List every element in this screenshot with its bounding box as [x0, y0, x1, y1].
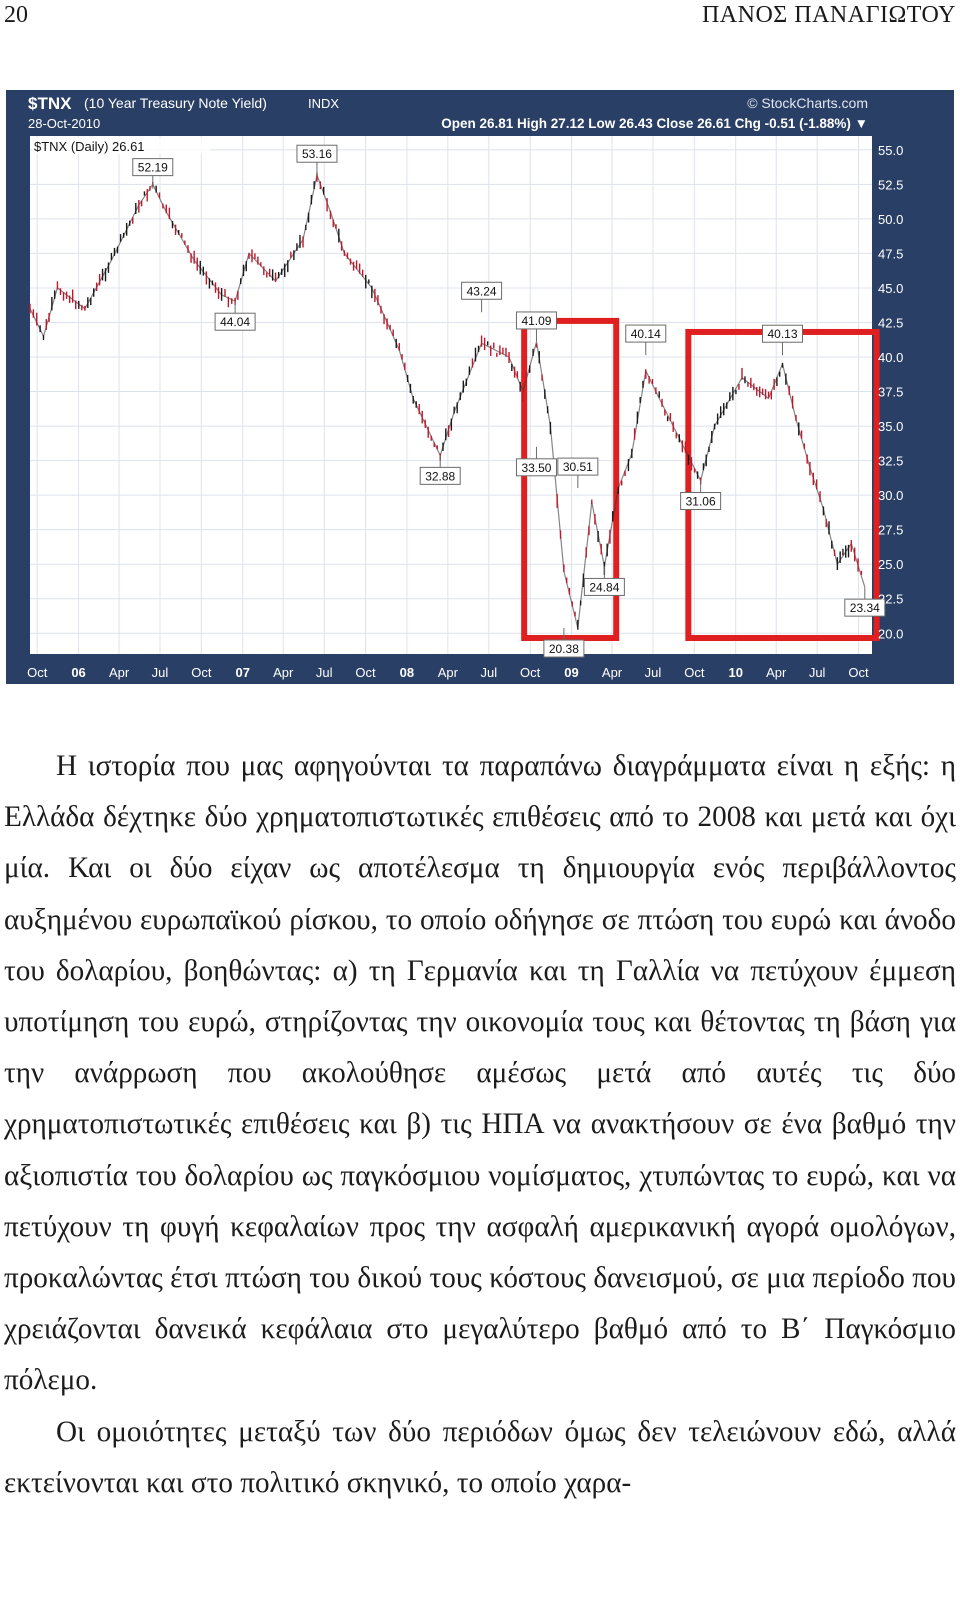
- x-tick-label: Apr: [273, 665, 294, 680]
- annotation-label: 23.34: [849, 601, 880, 616]
- running-head-author: ΠΑΝΟΣ ΠΑΝΑΓΙΩΤΟΥ: [701, 2, 956, 28]
- y-tick-label: 27.5: [878, 522, 904, 538]
- x-tick-label: Oct: [684, 665, 705, 680]
- y-tick-label: 50.0: [878, 211, 904, 227]
- chart-date: 28-Oct-2010: [28, 116, 101, 131]
- y-tick-label: 55.0: [878, 142, 904, 158]
- paragraph-1: Η ιστορία που μας αφηγούνται τα παραπάνω διαγράμματα είναι η εξής: η Ελλάδα δέχτηκε δύο χρηματοπιστωτικές επιθέσεις από το 2008 και μετά και όχι μία. Και οι δύο είχαν ως αποτέλεσμα τη δημιουργία ενός περιβάλλοντος αυξημένου ευρωπαϊκού ρίσκου, το οποίο οδήγησε σε πτώση του ευρώ και άνοδο του δολαρίου, βοηθώντας: α) τη Γερμανία και τη Γαλλία να πετύχουν έμμεση υποτίμηση του ευρώ, στηρίζοντας την οικονομία τους και θέτοντας τη βάση για την ανάρρωση που ακολούθησε αμέσως μετά από αυτές τις δύο χρηματοπιστωτικές επιθέσεις και β) τις ΗΠΑ να ανακτήσουν σε ένα βαθμό την αξιοπιστία του δολαρίου ως παγκόσμιου νομίσματος, χτυπώντας το ευρώ, και να πετύχουν τη φυγή κεφαλαίων προς την ασφαλή αμερικανική αγορά ομολόγων, προκαλώντας έτσι πτώση του δικού τους κόστους δανεισμού, σε μια περίοδο που χρειάζονται δανεικά κεφάλαια στο μεγαλύτερο βαθμό από το Β΄ Παγκόσμιο πόλεμο.: [4, 750, 956, 1397]
- chart-ohlc: Open 26.81 High 27.12 Low 26.43 Close 26.61 Chg -0.51 (-1.88%) ▼: [441, 116, 868, 131]
- stock-chart: [6, 90, 954, 684]
- y-tick-label: 32.5: [878, 453, 904, 469]
- y-tick-label: 52.5: [878, 177, 904, 193]
- x-tick-label: Jul: [644, 665, 662, 680]
- x-tick-label: Jul: [315, 665, 333, 680]
- x-tick-label: Jul: [151, 665, 169, 680]
- x-tick-label: 10: [728, 665, 743, 680]
- y-tick-label: 22.5: [878, 591, 904, 607]
- y-tick-label: 47.5: [878, 246, 904, 262]
- x-tick-label: Oct: [191, 665, 212, 680]
- chart-series-name: (10 Year Treasury Note Yield): [84, 95, 267, 111]
- y-tick-label: 40.0: [878, 350, 904, 366]
- x-tick-label: 06: [71, 665, 86, 680]
- annotation-label: 52.19: [137, 160, 168, 175]
- annotation-label: 44.04: [220, 315, 251, 330]
- chart-svg: [6, 90, 954, 684]
- annotation-label: 30.51: [562, 460, 593, 475]
- x-tick-label: 08: [399, 665, 415, 680]
- x-tick-label: Apr: [437, 665, 458, 680]
- y-axis: [878, 143, 903, 641]
- page-header: [0, 0, 960, 40]
- x-tick-label: Jul: [808, 665, 826, 680]
- x-tick-label: Apr: [766, 665, 787, 680]
- body-text: [4, 741, 956, 1509]
- annotation-label: 40.14: [630, 327, 661, 342]
- page-number: 20: [4, 2, 28, 28]
- annotation-label: 31.06: [685, 494, 716, 509]
- annotation-label: 20.38: [548, 642, 579, 657]
- annotation-label: 43.24: [466, 284, 497, 299]
- chart-legend: $TNX (Daily) 26.61: [34, 139, 145, 154]
- y-tick-label: 45.0: [878, 280, 904, 296]
- x-tick-label: Apr: [108, 665, 130, 680]
- x-tick-label: Oct: [27, 665, 48, 680]
- annotation-label: 32.88: [425, 469, 456, 484]
- annotation-label: 53.16: [301, 147, 332, 162]
- y-tick-label: 30.0: [878, 488, 904, 504]
- x-tick-label: Apr: [601, 665, 623, 680]
- annotation-label: 24.84: [589, 580, 620, 595]
- x-axis: [27, 665, 869, 680]
- paragraph-2: Οι ομοιότητες μεταξύ των δύο περιόδων όμως δεν τελειώνουν εδώ, αλλά εκτείνονται και στο πολιτικό σκηνικό, το οποίο χαρα-: [4, 1415, 956, 1499]
- chart-symbol: $TNX: [28, 94, 72, 113]
- annotation-label: 41.09: [521, 313, 552, 328]
- annotation-label: 40.13: [767, 327, 798, 342]
- y-tick-label: 37.5: [878, 384, 904, 400]
- x-tick-label: Oct: [355, 665, 376, 680]
- y-tick-label: 35.0: [878, 419, 904, 435]
- plot-area: [30, 136, 872, 657]
- x-tick-label: Oct: [520, 665, 541, 680]
- x-tick-label: Oct: [848, 665, 869, 680]
- annotation-label: 33.50: [521, 460, 552, 475]
- chart-watermark: © StockCharts.com: [747, 95, 868, 111]
- y-tick-label: 20.0: [878, 626, 904, 642]
- y-tick-label: 25.0: [878, 557, 904, 573]
- y-tick-label: 42.5: [878, 315, 904, 331]
- chart-exchange: INDX: [308, 96, 340, 111]
- x-tick-label: 07: [235, 665, 250, 680]
- x-tick-label: Jul: [480, 665, 498, 680]
- x-tick-label: 09: [564, 665, 579, 680]
